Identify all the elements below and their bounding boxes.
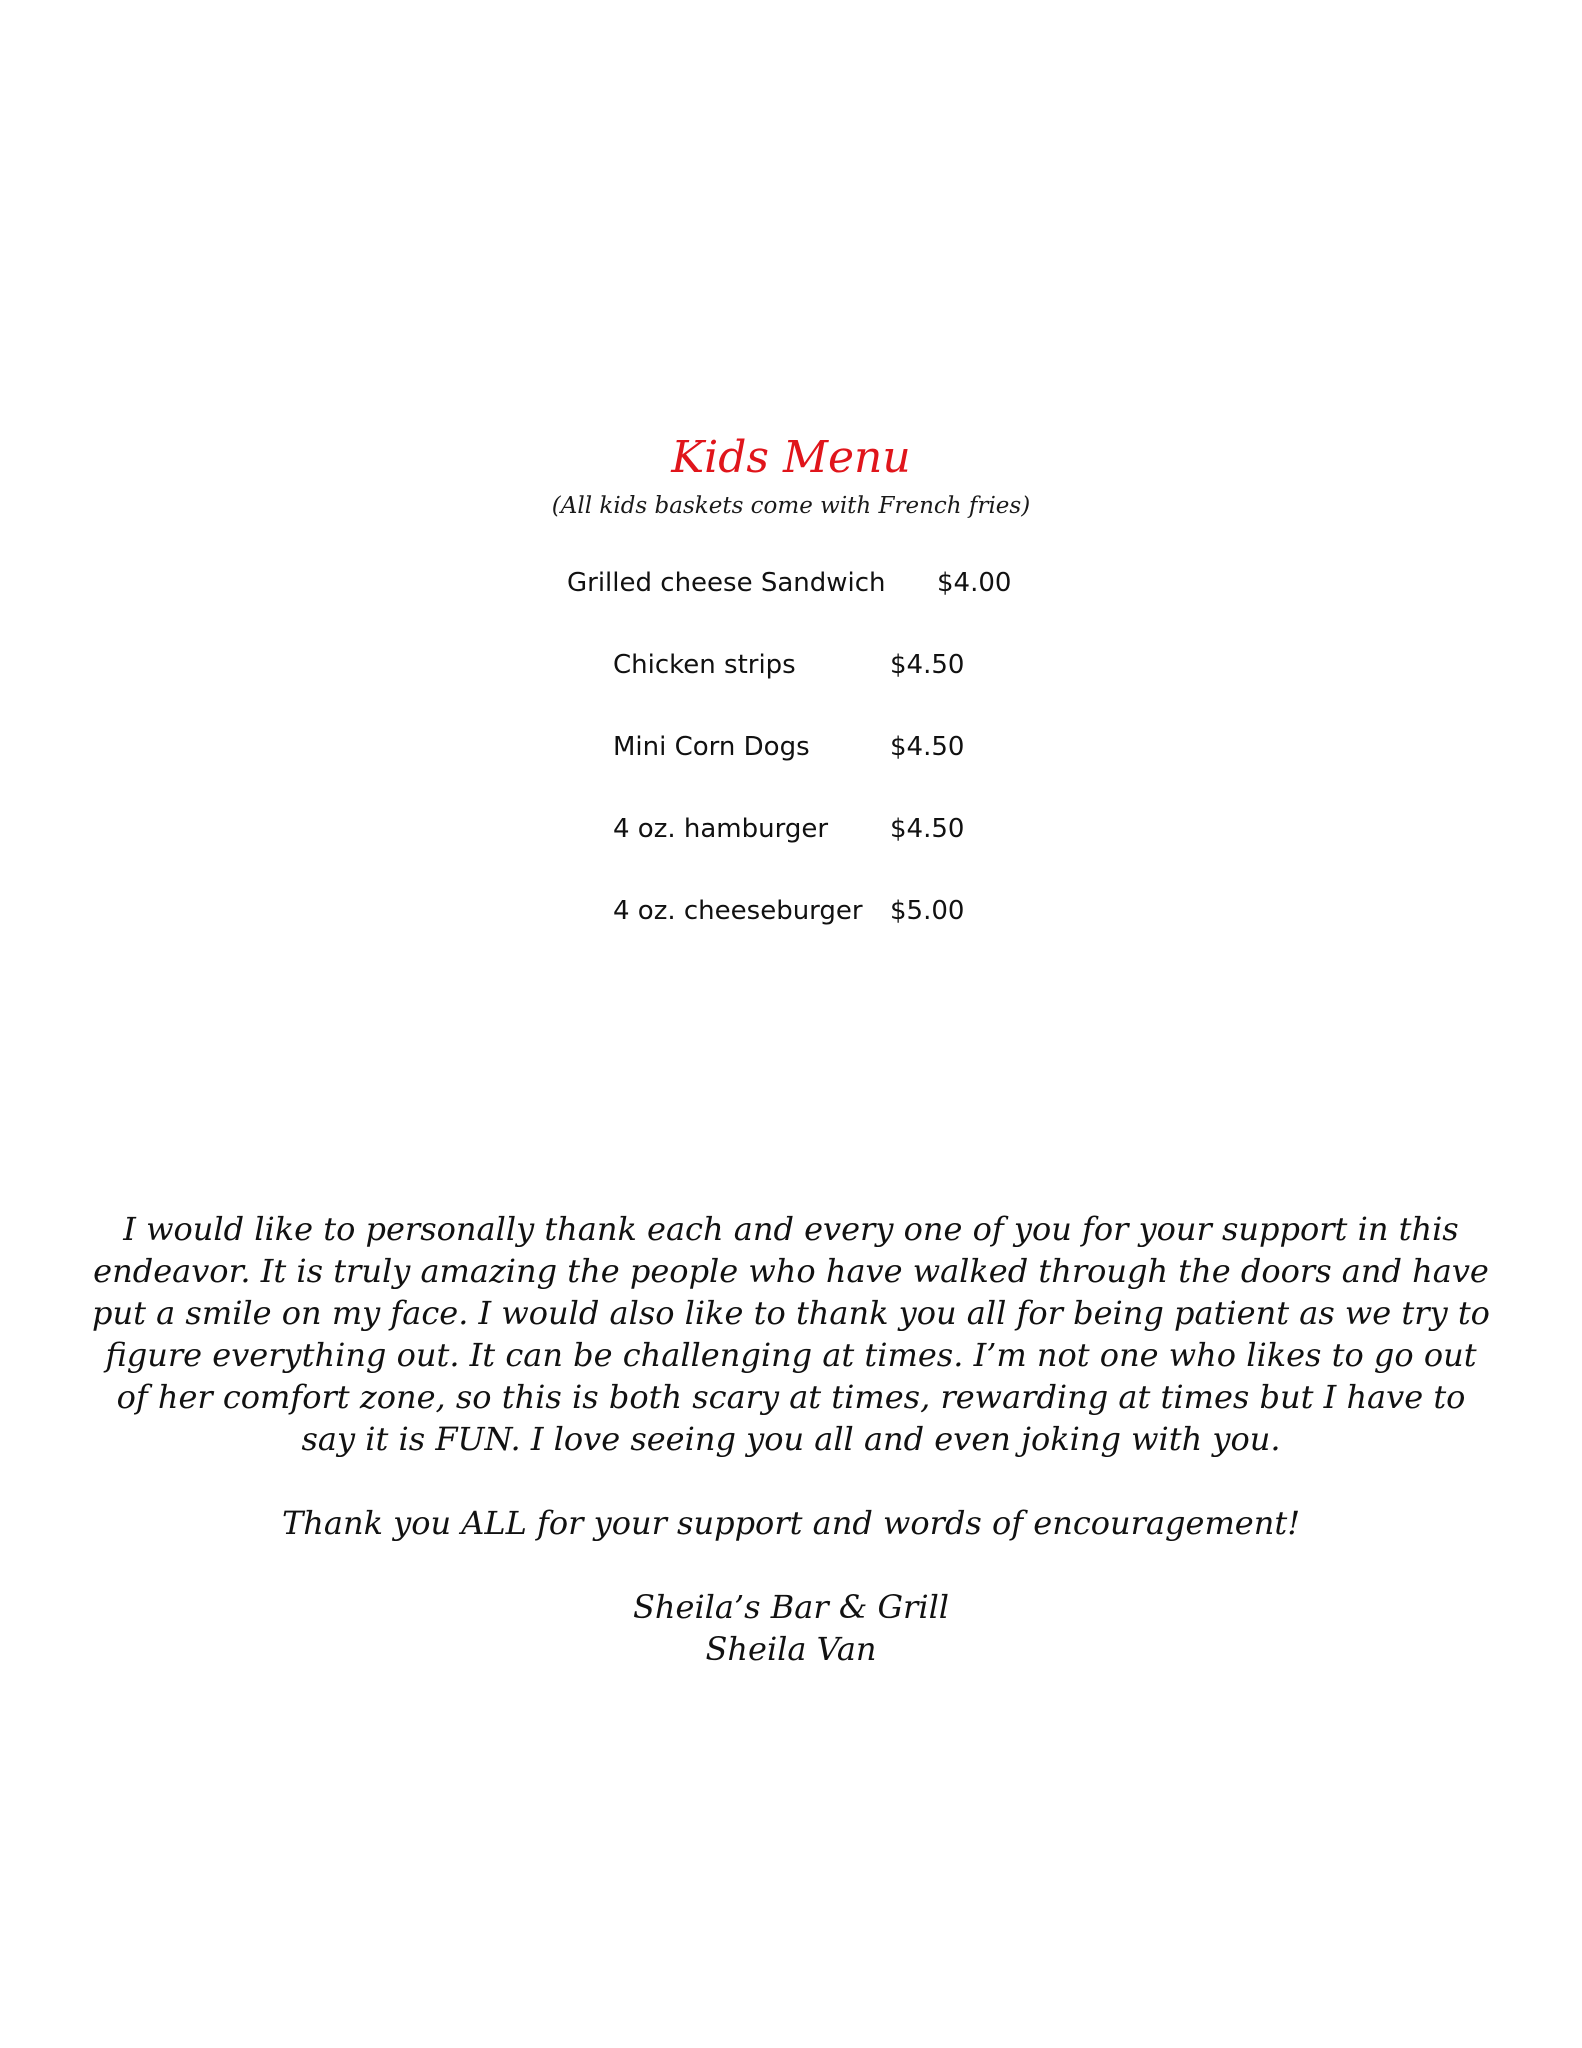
menu-item-name: Mini Corn Dogs xyxy=(613,732,810,762)
menu-item-name: 4 oz. cheeseburger xyxy=(613,896,863,926)
menu-item-name: Grilled cheese Sandwich xyxy=(567,568,886,598)
menu-item-price: $4.50 xyxy=(890,814,965,844)
menu-item-price: $5.00 xyxy=(890,896,965,926)
thank-you-message: I would like to personally thank each and every one of you for your support in this endeavor. It is truly amazing the people who have walked through the doors and have put a smile on my face. I would also like to thank you all for being patient as we try to figure everything out. It can be challenging at times. I’m not one who likes to go out of her comfort zone, so this is both scary at times, rewarding at times but I have to say it is FUN. I love seeing you all and even joking with you. xyxy=(92,1210,1490,1458)
menu-item-price: $4.00 xyxy=(937,568,1012,598)
thanks-line: Thank you ALL for your support and words of encouragement! xyxy=(281,1504,1301,1542)
business-name: Sheila’s Bar & Grill xyxy=(632,1588,950,1626)
signature-name: Sheila Van xyxy=(705,1630,877,1668)
menu-item-name: Chicken strips xyxy=(613,650,796,680)
menu-item-name: 4 oz. hamburger xyxy=(613,814,829,844)
menu-subtitle: (All kids baskets come with French fries) xyxy=(551,493,1031,519)
menu-item-price: $4.50 xyxy=(890,650,965,680)
menu-item-price: $4.50 xyxy=(890,732,965,762)
menu-title: Kids Menu xyxy=(671,432,911,483)
